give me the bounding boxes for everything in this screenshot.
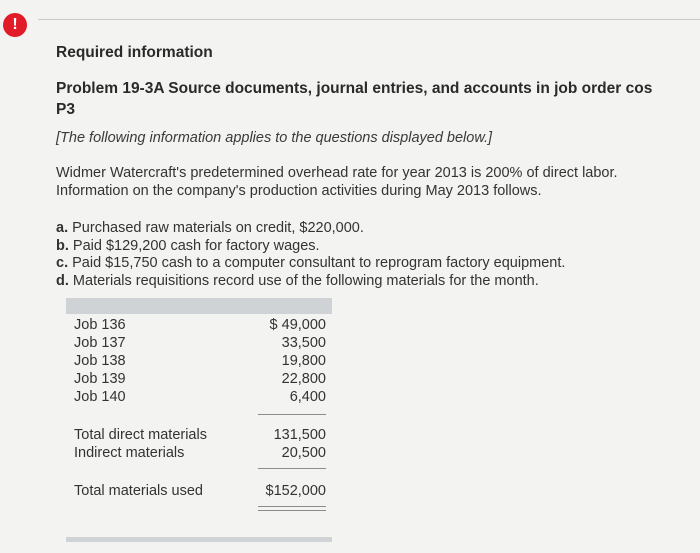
problem-content: [56, 44, 700, 290]
item-text: Purchased raw materials on credit, $220,000.: [72, 220, 364, 236]
total-used-value: $152,000: [265, 483, 326, 499]
problem-title-text: Problem 19-3A Source documents, journal entries, and accounts in job order cos: [56, 80, 653, 97]
list-item: [56, 220, 700, 238]
job-label: Job 139: [74, 371, 126, 387]
indirect-label: Indirect materials: [74, 445, 185, 461]
job-label: Job 138: [74, 353, 126, 369]
total-direct-label: Total direct materials: [74, 427, 207, 443]
item-letter: b.: [56, 237, 69, 254]
table-footer-bar: [66, 537, 332, 542]
problem-code: P3: [56, 101, 75, 118]
table-header-bar: [66, 298, 332, 314]
item-letter: d.: [56, 272, 69, 289]
total-direct-value: 131,500: [273, 427, 326, 443]
required-information-heading: Required information: [56, 44, 213, 61]
intro-paragraph: [56, 164, 676, 200]
double-rule-top: [258, 506, 326, 507]
transaction-list: [56, 220, 700, 290]
double-rule-bottom: [258, 510, 326, 511]
top-divider: [38, 19, 700, 20]
job-value: 6,400: [289, 389, 326, 405]
shared-info-note: [The following information applies to the questions displayed below.]: [56, 130, 493, 146]
item-text: Paid $15,750 cash to a computer consultant to reprogram factory equipment.: [72, 255, 566, 271]
materials-table: [66, 298, 332, 548]
intro-line-1: Widmer Watercraft's predetermined overhead rate for year 2013 is 200% of direct labor.: [56, 165, 618, 181]
total-used-label: Total materials used: [74, 483, 203, 499]
item-letter: a.: [56, 220, 69, 236]
intro-line-2: Information on the company's production activities during May 2013 follows.: [56, 183, 542, 199]
job-label: Job 137: [74, 335, 126, 351]
job-label: Job 140: [74, 389, 126, 405]
list-item: [56, 238, 700, 256]
subtotal-rule: [258, 414, 326, 415]
job-value: 33,500: [281, 335, 326, 351]
job-value: 19,800: [281, 353, 326, 369]
total-rule: [258, 468, 326, 469]
job-value: $ 49,000: [269, 317, 326, 333]
indirect-value: 20,500: [281, 445, 326, 461]
job-value: 22,800: [281, 371, 326, 387]
alert-icon: !: [3, 13, 27, 37]
item-letter: c.: [56, 255, 69, 271]
list-item: [56, 255, 700, 273]
list-item: [56, 273, 700, 291]
problem-title: [56, 78, 700, 120]
job-label: Job 136: [74, 317, 126, 333]
item-text: Paid $129,200 cash for factory wages.: [72, 237, 320, 254]
item-text: Materials requisitions record use of the following materials for the month.: [72, 272, 539, 289]
